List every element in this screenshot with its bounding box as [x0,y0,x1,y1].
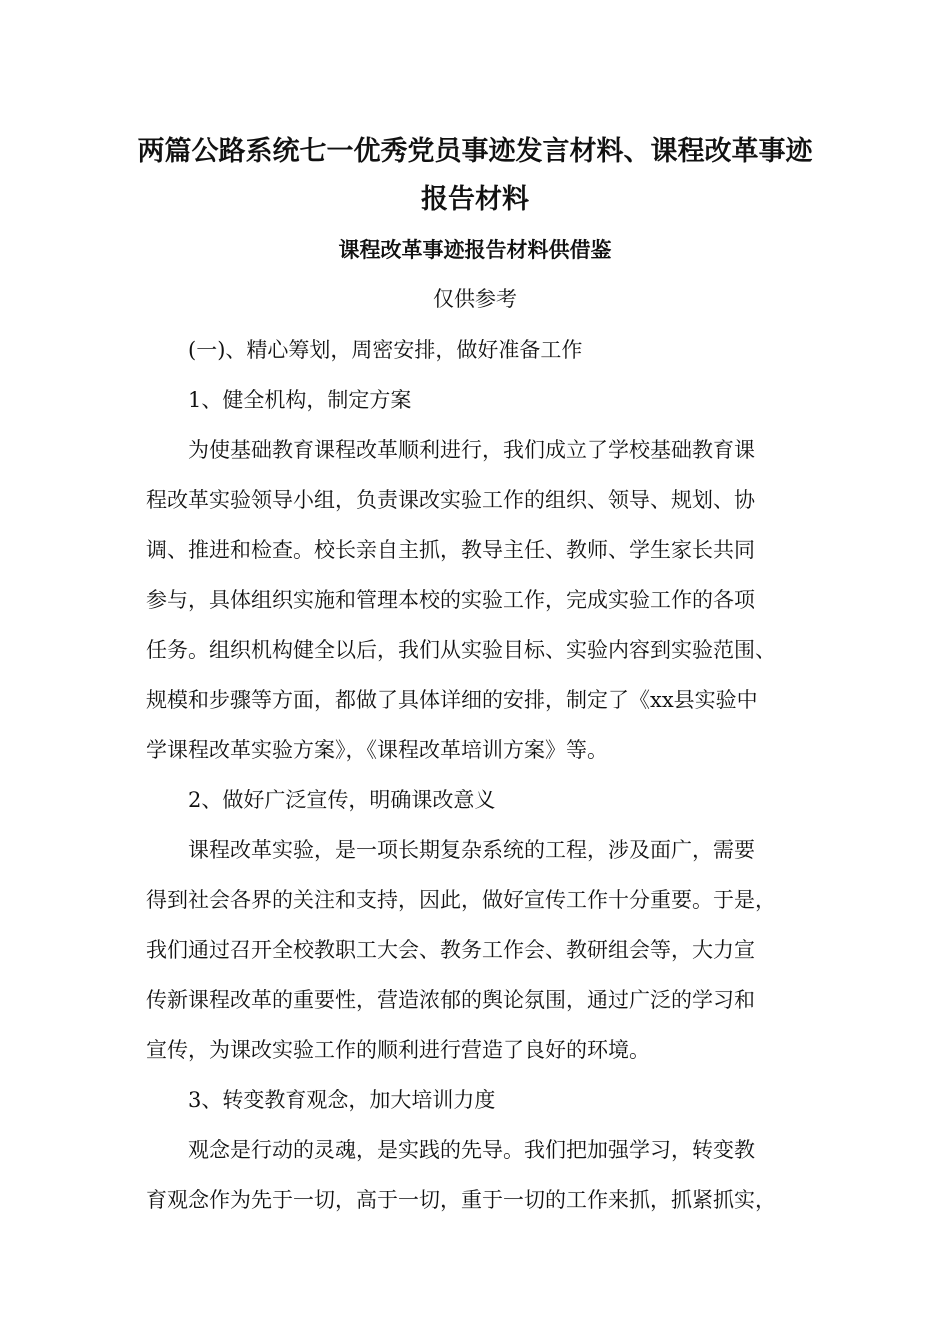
item-3-heading: 3、转变教育观念，加大培训力度 [188,1088,496,1112]
item-1-heading: 1、健全机构，制定方案 [188,388,412,412]
reference-note: 仅供参考 [433,287,517,311]
paragraph-1-line: 调、推进和检查。校长亲自主抓，教导主任、教师、学生家长共同 [146,538,755,562]
paragraph-2-line: 宣传，为课改实验工作的顺利进行营造了良好的环境。 [146,1038,650,1062]
paragraph-3-line: 育观念作为先于一切，高于一切，重于一切的工作来抓，抓紧抓实， [146,1188,776,1212]
paragraph-1-line: 任务。组织机构健全以后，我们从实验目标、实验内容到实验范围、 [146,638,776,662]
paragraph-1-line: 学课程改革实验方案》，《课程改革培训方案》等。 [146,738,608,762]
paragraph-2-line: 传新课程改革的重要性，营造浓郁的舆论氛围，通过广泛的学习和 [146,988,755,1012]
paragraph-1-line: 为使基础教育课程改革顺利进行，我们成立了学校基础教育课 [188,438,755,462]
paragraph-1-line: 规模和步骤等方面，都做了具体详细的安排，制定了《xx县实验中 [146,688,758,712]
document-title-line-1: 两篇公路系统七一优秀党员事迹发言材料、课程改革事迹 [137,136,813,167]
document-subtitle: 课程改革事迹报告材料供借鉴 [338,238,612,262]
paragraph-2-line: 课程改革实验，是一项长期复杂系统的工程，涉及面广，需要 [188,838,755,862]
paragraph-1-line: 程改革实验领导小组，负责课改实验工作的组织、领导、规划、协 [146,488,755,512]
paragraph-2-line: 得到社会各界的关注和支持，因此，做好宣传工作十分重要。于是， [146,888,776,912]
section-1-heading: (一)、精心筹划，周密安排，做好准备工作 [188,338,583,362]
document-title-line-2: 报告材料 [421,184,529,215]
paragraph-1-line: 参与，具体组织实施和管理本校的实验工作，完成实验工作的各项 [146,588,755,612]
item-2-heading: 2、做好广泛宣传，明确课改意义 [188,788,496,812]
paragraph-3-line: 观念是行动的灵魂，是实践的先导。我们把加强学习，转变教 [188,1138,755,1162]
paragraph-2-line: 我们通过召开全校教职工大会、教务工作会、教研组会等，大力宣 [146,938,755,962]
